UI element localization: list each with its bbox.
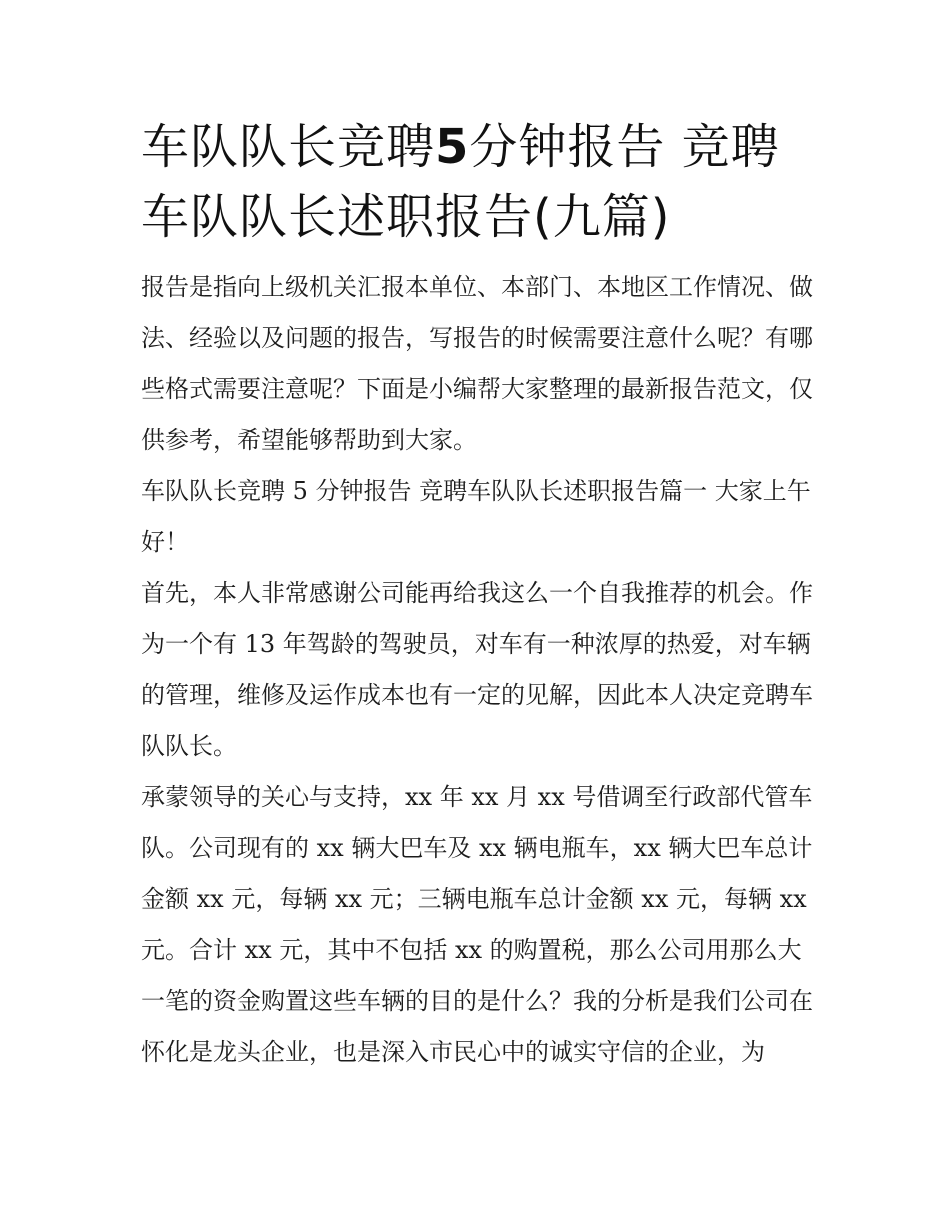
document-body	[141, 262, 813, 1078]
title-line2: 车队队长述职报告(九篇)	[141, 189, 671, 245]
document-title	[141, 112, 813, 252]
paragraph-greeting: 车队队长竞聘 5 分钟报告 竞聘车队队长述职报告篇一 大家上午好！	[141, 477, 811, 556]
title-line1-part-b: 分钟报告 竞聘	[469, 119, 780, 175]
title-line1-number: 5	[435, 119, 470, 175]
paragraph-intro: 报告是指向上级机关汇报本单位、本部门、本地区工作情况、做法、经验以及问题的报告，写报告的时候需要注意什么呢？有哪些格式需要注意呢？下面是小编帮大家整理的最新报告范文，仅供参考，希望能够帮助到大家。	[141, 273, 813, 454]
document-page	[141, 112, 813, 1078]
paragraph-self-intro: 首先，本人非常感谢公司能再给我这么一个自我推荐的机会。作为一个有 13 年驾龄的驾驶员，对车有一种浓厚的热爱，对车辆的管理，维修及运作成本也有一定的见解，因此本人决定竞聘车队队长。	[141, 579, 813, 760]
title-line1-part-a: 车队队长竞聘	[141, 119, 436, 175]
paragraph-fleet-overview: 承蒙领导的关心与支持，xx 年 xx 月 xx 号借调至行政部代管车队。公司现有的 xx 辆大巴车及 xx 辆电瓶车，xx 辆大巴车总计金额 xx 元，每辆 xx 元；三辆电瓶车总计金额 xx 元，每辆 xx 元。合计 xx 元，其中不包括 xx 的购置税，那么公司用那么大一笔的资金购置这些车辆的目的是什么？我的分析是我们公司在怀化是龙头企业，也是深入市民心中的诚实守信的企业，为	[141, 783, 813, 1066]
